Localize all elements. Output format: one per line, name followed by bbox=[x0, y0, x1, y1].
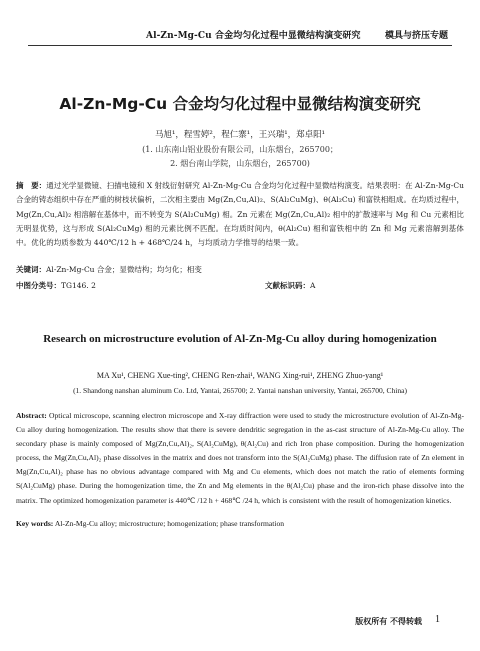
chinese-affiliation-1: (1. 山东南山铝业股份有限公司，山东烟台，265700； bbox=[142, 145, 338, 154]
chinese-keywords-text: Al-Zn-Mg-Cu 合金；显微结构；均匀化；相变 bbox=[46, 265, 202, 274]
chinese-keywords-label: 关键词： bbox=[16, 265, 46, 274]
english-authors: MA Xu¹, CHENG Xue-ting², CHENG Ren-zhai¹, WANG Xing-rui¹, ZHENG Zhuo-yang¹ bbox=[96, 371, 384, 380]
chinese-abstract-label: 摘 要： bbox=[16, 181, 47, 190]
chinese-abstract-text: 通过光学显微镜、扫描电镜和 X 射线衍射研究 Al-Zn-Mg-Cu 合金均匀化过程中显微结构演变。结果表明：在 Al-Zn-Mg-Cu 合金的铸态组织中存在严重的树枝状偏析，二次相主要由 Mg(Zn,Cu,Al)₂、S(Al₂CuMg)、θ(Al₂Cu) 和富铁相组成。在均质过程中，Mg(Zn,Cu,Al)₂ 相溶解在基体中，而不转变为 S(Al₂CuMg) 相。Zn 元素在 Mg(Zn,Cu,Al)₂ 相中的扩散速率与 Mg 和 Cu 元素相比无明显优势，这与形成 S(Al₂CuMg) 相的元素比例不匹配。在均质时间内，θ(Al₂Cu) 相和富铁相中的 Zn 和 Mg 元素溶解到基体中。优化的均质参数为 440℃/12 h + 468℃/24 h，与均质动力学推导的结果一致。 bbox=[16, 181, 464, 248]
english-keywords bbox=[16, 519, 464, 528]
running-header-section: 模具与挤压专题 bbox=[384, 31, 448, 41]
document-code-value: A bbox=[310, 281, 316, 290]
english-affiliations: (1. Shandong nanshan aluminum Co. Ltd, Yantai, 265700; 2. Yantai nanshan university, Yantai, 265700, China) bbox=[73, 386, 407, 395]
chinese-abstract bbox=[16, 179, 464, 250]
english-title: Research on microstructure evolution of Al-Zn-Mg-Cu alloy during homogenization bbox=[43, 333, 437, 345]
chinese-title: Al-Zn-Mg-Cu 合金均匀化过程中显微结构演变研究 bbox=[59, 95, 421, 113]
copyright-notice: 版权所有 不得转载 bbox=[355, 616, 422, 626]
running-header-title: Al-Zn-Mg-Cu 合金均匀化过程中显微结构演变研究 bbox=[146, 31, 361, 41]
classification-number bbox=[16, 280, 96, 291]
document-code-label: 文献标识码： bbox=[265, 281, 310, 290]
english-keywords-label: Key words: bbox=[16, 519, 54, 528]
document-code bbox=[265, 280, 315, 291]
english-abstract bbox=[16, 409, 464, 508]
english-abstract-label: Abstract: bbox=[16, 411, 47, 420]
running-header bbox=[28, 26, 452, 44]
chinese-authors: 马旭¹，程雪婷²，程仁寨¹，王兴瑞¹，郑卓阳¹ bbox=[154, 130, 326, 140]
page-number: 1 bbox=[435, 614, 440, 625]
chinese-keywords bbox=[16, 264, 464, 275]
header-divider bbox=[28, 45, 452, 46]
english-abstract-text: Optical microscope, scanning electron microscope and X-ray diffraction were used to study the microstructure evolution of Al-Zn-Mg-Cu alloy during homogenization. The results show that there is severe dendritic segregation in the as-cast structure of Al-Zn-Mg-Cu alloy. The secondary phase is mainly composed of Mg(Zn,Cu,Al)₂, S(Al₂CuMg), θ(Al₂Cu) and rich Iron phase composition. During the homogenization process, the Mg(Zn,Cu,Al)₂ phase dissolves in the matrix and does not transform into the S(Al₂CuMg) phase. The diffusion rate of Zn element in Mg(Zn,Cu,Al)₂ phase has no obvious advantage compared with Mg and Cu elements, which does not match the ratio of elements forming S(Al₂CuMg) phase. During the homogenization time, the Zn and Mg elements in the θ(Al₂Cu) phase and the iron-rich phase dissolve into the matrix. The optimized homogenization parameter is 440℃ /12 h + 468℃ /24 h, which is consistent with the result of homogenization kinetics. bbox=[16, 411, 464, 505]
classification-label: 中图分类号： bbox=[16, 281, 61, 290]
chinese-affiliation-2: 2. 烟台南山学院，山东烟台，265700) bbox=[170, 159, 310, 168]
classification-value: TG146. 2 bbox=[61, 281, 96, 290]
english-keywords-text: Al-Zn-Mg-Cu alloy; microstructure; homogenization; phase transformation bbox=[54, 519, 285, 528]
